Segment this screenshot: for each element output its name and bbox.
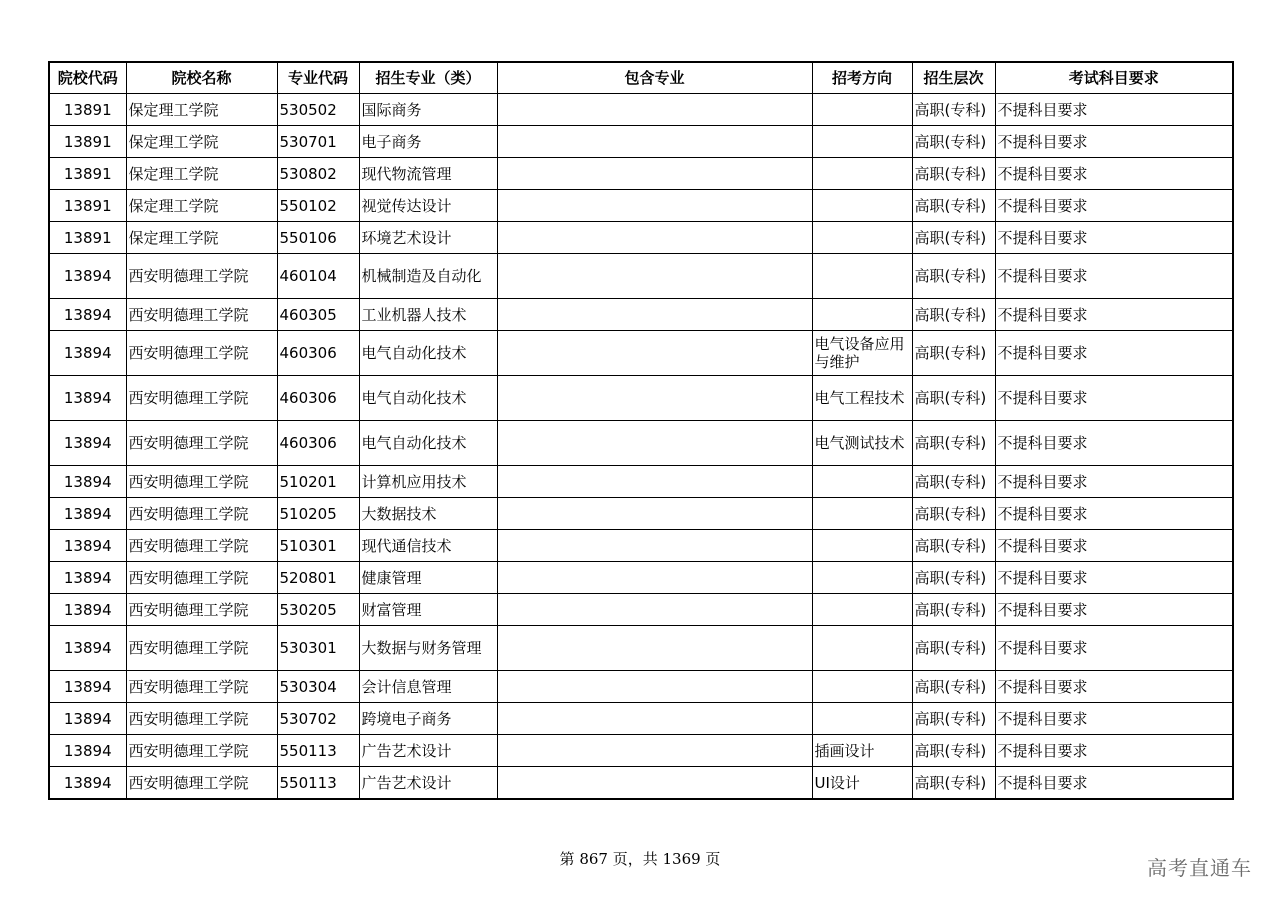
table-row <box>49 158 1233 190</box>
header-level: 招生层次 <box>912 62 995 94</box>
cell-school-name: 西安明德理工学院 <box>126 767 277 800</box>
cell-school-code: 13891 <box>49 190 126 222</box>
cell-included-majors <box>497 299 812 331</box>
cell-included-majors <box>497 331 812 376</box>
table-row <box>49 222 1233 254</box>
cell-school-code: 13894 <box>49 767 126 800</box>
cell-level: 高职(专科) <box>912 376 995 421</box>
cell-school-code: 13894 <box>49 254 126 299</box>
cell-major: 会计信息管理 <box>359 671 497 703</box>
cell-major-code: 460306 <box>277 421 359 466</box>
cell-level: 高职(专科) <box>912 254 995 299</box>
table-row <box>49 331 1233 376</box>
cell-requirement: 不提科目要求 <box>995 158 1233 190</box>
cell-school-name: 西安明德理工学院 <box>126 671 277 703</box>
cell-direction: UI设计 <box>812 767 912 800</box>
cell-major: 现代通信技术 <box>359 530 497 562</box>
cell-level: 高职(专科) <box>912 421 995 466</box>
table-row <box>49 498 1233 530</box>
cell-school-name: 西安明德理工学院 <box>126 594 277 626</box>
cell-major: 计算机应用技术 <box>359 466 497 498</box>
cell-level: 高职(专科) <box>912 331 995 376</box>
cell-included-majors <box>497 190 812 222</box>
table-row <box>49 94 1233 126</box>
cell-level: 高职(专科) <box>912 299 995 331</box>
cell-level: 高职(专科) <box>912 703 995 735</box>
cell-major-code: 530802 <box>277 158 359 190</box>
table-row <box>49 530 1233 562</box>
cell-included-majors <box>497 562 812 594</box>
cell-level: 高职(专科) <box>912 222 995 254</box>
cell-major: 工业机器人技术 <box>359 299 497 331</box>
cell-school-name: 西安明德理工学院 <box>126 421 277 466</box>
cell-direction <box>812 254 912 299</box>
cell-level: 高职(专科) <box>912 190 995 222</box>
cell-major: 广告艺术设计 <box>359 735 497 767</box>
cell-school-name: 西安明德理工学院 <box>126 254 277 299</box>
cell-major: 视觉传达设计 <box>359 190 497 222</box>
admissions-table <box>48 61 1234 800</box>
cell-major-code: 530502 <box>277 94 359 126</box>
cell-major: 电气自动化技术 <box>359 421 497 466</box>
table-header <box>49 62 1233 94</box>
cell-direction <box>812 299 912 331</box>
cell-school-code: 13894 <box>49 626 126 671</box>
cell-school-code: 13894 <box>49 299 126 331</box>
cell-level: 高职(专科) <box>912 562 995 594</box>
watermark: 高考直通车 <box>1147 856 1252 880</box>
cell-direction <box>812 703 912 735</box>
cell-requirement: 不提科目要求 <box>995 594 1233 626</box>
cell-direction <box>812 190 912 222</box>
cell-level: 高职(专科) <box>912 94 995 126</box>
cell-school-code: 13891 <box>49 126 126 158</box>
header-requirement: 考试科目要求 <box>995 62 1233 94</box>
table-row <box>49 671 1233 703</box>
cell-level: 高职(专科) <box>912 126 995 158</box>
header-row <box>49 62 1233 94</box>
cell-major-code: 550113 <box>277 767 359 800</box>
cell-school-code: 13894 <box>49 498 126 530</box>
cell-included-majors <box>497 254 812 299</box>
cell-included-majors <box>497 158 812 190</box>
cell-requirement: 不提科目要求 <box>995 190 1233 222</box>
cell-school-name: 西安明德理工学院 <box>126 735 277 767</box>
cell-school-code: 13891 <box>49 158 126 190</box>
cell-direction <box>812 562 912 594</box>
cell-direction <box>812 126 912 158</box>
cell-level: 高职(专科) <box>912 158 995 190</box>
cell-school-name: 保定理工学院 <box>126 222 277 254</box>
cell-major-code: 530701 <box>277 126 359 158</box>
cell-level: 高职(专科) <box>912 735 995 767</box>
cell-direction <box>812 466 912 498</box>
cell-requirement: 不提科目要求 <box>995 735 1233 767</box>
cell-level: 高职(专科) <box>912 671 995 703</box>
cell-included-majors <box>497 530 812 562</box>
cell-direction <box>812 222 912 254</box>
cell-major: 跨境电子商务 <box>359 703 497 735</box>
cell-major-code: 520801 <box>277 562 359 594</box>
cell-school-name: 西安明德理工学院 <box>126 498 277 530</box>
cell-school-code: 13894 <box>49 703 126 735</box>
cell-included-majors <box>497 703 812 735</box>
cell-included-majors <box>497 94 812 126</box>
cell-level: 高职(专科) <box>912 767 995 800</box>
table-row <box>49 190 1233 222</box>
cell-requirement: 不提科目要求 <box>995 626 1233 671</box>
cell-included-majors <box>497 222 812 254</box>
header-school-name: 院校名称 <box>126 62 277 94</box>
cell-major-code: 550102 <box>277 190 359 222</box>
cell-direction <box>812 158 912 190</box>
cell-requirement: 不提科目要求 <box>995 562 1233 594</box>
cell-included-majors <box>497 626 812 671</box>
table-row <box>49 735 1233 767</box>
table-row <box>49 562 1233 594</box>
cell-included-majors <box>497 126 812 158</box>
cell-major-code: 530304 <box>277 671 359 703</box>
cell-requirement: 不提科目要求 <box>995 498 1233 530</box>
header-major: 招生专业（类） <box>359 62 497 94</box>
cell-school-code: 13894 <box>49 530 126 562</box>
cell-major-code: 530301 <box>277 626 359 671</box>
cell-requirement: 不提科目要求 <box>995 767 1233 800</box>
cell-requirement: 不提科目要求 <box>995 671 1233 703</box>
cell-direction: 电气测试技术 <box>812 421 912 466</box>
cell-major-code: 460306 <box>277 331 359 376</box>
cell-school-name: 西安明德理工学院 <box>126 299 277 331</box>
cell-school-name: 西安明德理工学院 <box>126 376 277 421</box>
cell-school-name: 西安明德理工学院 <box>126 331 277 376</box>
cell-school-name: 保定理工学院 <box>126 126 277 158</box>
cell-school-code: 13894 <box>49 735 126 767</box>
cell-direction: 电气工程技术 <box>812 376 912 421</box>
cell-major-code: 510201 <box>277 466 359 498</box>
cell-requirement: 不提科目要求 <box>995 254 1233 299</box>
cell-direction <box>812 626 912 671</box>
cell-major-code: 530702 <box>277 703 359 735</box>
cell-requirement: 不提科目要求 <box>995 376 1233 421</box>
cell-requirement: 不提科目要求 <box>995 126 1233 158</box>
table-row <box>49 594 1233 626</box>
table-body <box>49 94 1233 800</box>
cell-major: 电子商务 <box>359 126 497 158</box>
page-number: 第 867 页，共 1369 页 <box>559 850 721 868</box>
cell-school-code: 13894 <box>49 331 126 376</box>
cell-direction <box>812 594 912 626</box>
cell-school-code: 13894 <box>49 594 126 626</box>
cell-school-name: 西安明德理工学院 <box>126 530 277 562</box>
cell-major: 机械制造及自动化 <box>359 254 497 299</box>
cell-included-majors <box>497 767 812 800</box>
cell-major-code: 550106 <box>277 222 359 254</box>
cell-school-code: 13894 <box>49 421 126 466</box>
cell-included-majors <box>497 466 812 498</box>
cell-requirement: 不提科目要求 <box>995 703 1233 735</box>
cell-major-code: 510301 <box>277 530 359 562</box>
cell-included-majors <box>497 376 812 421</box>
admissions-table-container <box>48 61 1234 800</box>
cell-included-majors <box>497 735 812 767</box>
cell-major: 广告艺术设计 <box>359 767 497 800</box>
cell-school-name: 保定理工学院 <box>126 158 277 190</box>
cell-school-name: 西安明德理工学院 <box>126 562 277 594</box>
cell-school-code: 13894 <box>49 376 126 421</box>
cell-school-code: 13894 <box>49 671 126 703</box>
cell-major-code: 510205 <box>277 498 359 530</box>
header-major-code: 专业代码 <box>277 62 359 94</box>
cell-requirement: 不提科目要求 <box>995 331 1233 376</box>
cell-direction <box>812 530 912 562</box>
header-direction: 招考方向 <box>812 62 912 94</box>
table-row <box>49 703 1233 735</box>
cell-direction <box>812 671 912 703</box>
cell-direction <box>812 94 912 126</box>
cell-level: 高职(专科) <box>912 466 995 498</box>
table-row <box>49 376 1233 421</box>
cell-major: 国际商务 <box>359 94 497 126</box>
cell-major: 大数据与财务管理 <box>359 626 497 671</box>
cell-direction: 电气设备应用与维护 <box>812 331 912 376</box>
cell-major: 财富管理 <box>359 594 497 626</box>
cell-major: 电气自动化技术 <box>359 331 497 376</box>
table-row <box>49 767 1233 800</box>
cell-level: 高职(专科) <box>912 626 995 671</box>
cell-school-name: 保定理工学院 <box>126 190 277 222</box>
cell-requirement: 不提科目要求 <box>995 530 1233 562</box>
cell-requirement: 不提科目要求 <box>995 222 1233 254</box>
cell-major-code: 460306 <box>277 376 359 421</box>
table-row <box>49 421 1233 466</box>
cell-requirement: 不提科目要求 <box>995 421 1233 466</box>
cell-included-majors <box>497 498 812 530</box>
cell-school-name: 西安明德理工学院 <box>126 466 277 498</box>
cell-direction <box>812 498 912 530</box>
cell-major: 环境艺术设计 <box>359 222 497 254</box>
cell-included-majors <box>497 594 812 626</box>
header-included-majors: 包含专业 <box>497 62 812 94</box>
cell-school-name: 保定理工学院 <box>126 94 277 126</box>
cell-school-code: 13894 <box>49 466 126 498</box>
table-row <box>49 626 1233 671</box>
cell-major-code: 530205 <box>277 594 359 626</box>
cell-major: 电气自动化技术 <box>359 376 497 421</box>
cell-requirement: 不提科目要求 <box>995 466 1233 498</box>
table-row <box>49 254 1233 299</box>
table-row <box>49 299 1233 331</box>
cell-school-name: 西安明德理工学院 <box>126 703 277 735</box>
cell-requirement: 不提科目要求 <box>995 299 1233 331</box>
table-row <box>49 126 1233 158</box>
cell-school-code: 13894 <box>49 562 126 594</box>
cell-included-majors <box>497 421 812 466</box>
cell-school-name: 西安明德理工学院 <box>126 626 277 671</box>
table-row <box>49 466 1233 498</box>
cell-included-majors <box>497 671 812 703</box>
cell-major-code: 460104 <box>277 254 359 299</box>
cell-major-code: 460305 <box>277 299 359 331</box>
cell-school-code: 13891 <box>49 222 126 254</box>
cell-direction: 插画设计 <box>812 735 912 767</box>
header-school-code: 院校代码 <box>49 62 126 94</box>
cell-major-code: 550113 <box>277 735 359 767</box>
cell-major: 健康管理 <box>359 562 497 594</box>
cell-level: 高职(专科) <box>912 594 995 626</box>
cell-level: 高职(专科) <box>912 498 995 530</box>
cell-requirement: 不提科目要求 <box>995 94 1233 126</box>
cell-school-code: 13891 <box>49 94 126 126</box>
cell-level: 高职(专科) <box>912 530 995 562</box>
cell-major: 现代物流管理 <box>359 158 497 190</box>
cell-major: 大数据技术 <box>359 498 497 530</box>
